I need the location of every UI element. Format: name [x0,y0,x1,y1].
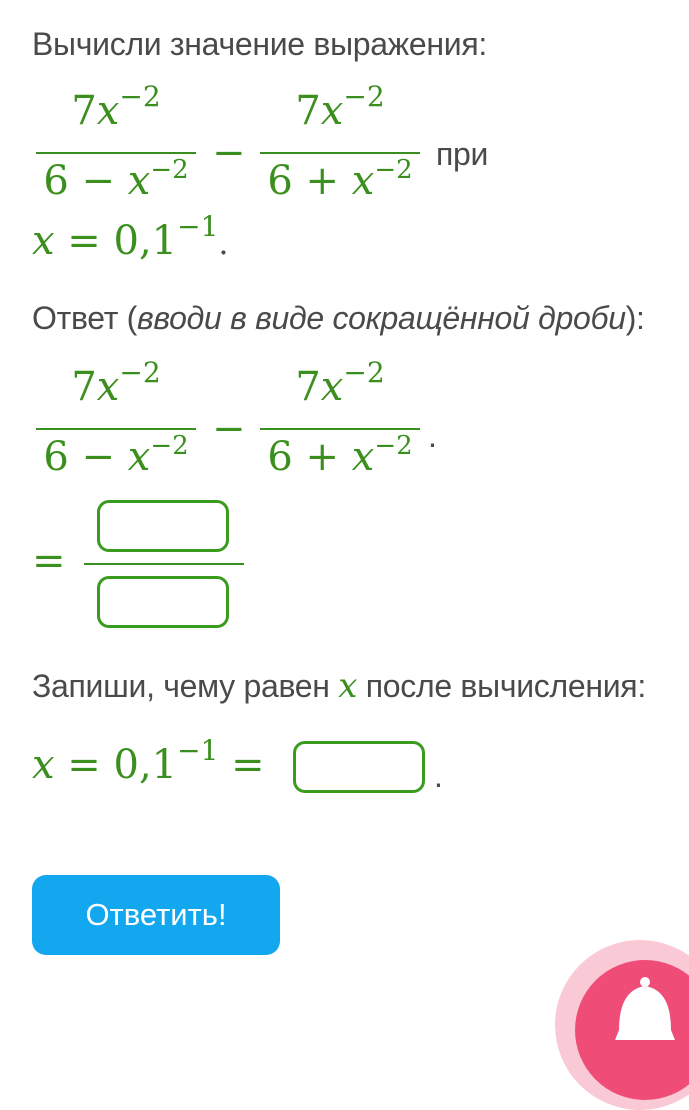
equals-sign: = [231,742,265,788]
period: . [434,758,443,794]
task-intro: Вычисли значение выражения: [32,26,487,62]
answer-prompt [32,300,645,337]
x-exp: −1 [177,210,219,243]
den-var: x [351,434,375,480]
x-exp: −1 [177,734,219,767]
fraction-bar [36,152,196,154]
den-lead: 6 [43,158,69,204]
num-var: x [96,88,120,134]
at-word: при [436,136,489,172]
num-coef: 7 [71,88,97,134]
den-lead: 6 [267,434,293,480]
x-definition [32,210,229,264]
equals-sign: = [67,742,101,788]
num-exp: −2 [119,356,161,389]
num-var: x [320,364,344,410]
den-exp: −2 [374,431,413,461]
fraction-bar [36,428,196,430]
submit-button[interactable]: Ответить! [32,875,280,955]
numerator-input[interactable] [97,500,229,552]
num-exp: −2 [343,80,385,113]
num-exp: −2 [343,356,385,389]
x-prompt [32,666,646,706]
num-exp: −2 [119,80,161,113]
minus-operator: − [212,406,246,452]
denominator-input[interactable] [97,576,229,628]
fraction-1 [36,356,196,484]
den-exp: −2 [150,155,189,185]
num-coef: 7 [295,88,321,134]
fraction-2-denominator [260,431,420,480]
fraction-1-numerator [36,80,196,134]
bell-icon [575,960,689,1100]
den-op: + [305,158,340,204]
x-equation [32,734,265,788]
fraction-2 [260,356,420,484]
x-prompt-pre: Запиши, чему равен [32,668,339,704]
equals-sign: = [67,218,101,264]
period: . [428,418,437,454]
period: . [218,224,229,262]
fraction-1-numerator [36,356,196,410]
den-var: x [127,434,151,480]
den-exp: −2 [150,431,189,461]
answer-fraction-bar [84,563,244,565]
x-var: x [32,218,55,264]
fraction-bar [260,428,420,430]
fraction-bar [260,152,420,154]
num-var: x [320,88,344,134]
minus-operator: − [212,130,246,176]
answer-label: Ответ ( [32,300,138,336]
den-var: x [351,158,375,204]
den-op: + [305,434,340,480]
equals-sign: = [32,538,66,584]
x-value-input[interactable] [293,741,425,793]
answer-hint: вводи в виде сокращённой дроби [137,300,626,336]
num-var: x [96,364,120,410]
fraction-2 [260,80,420,208]
fraction-2-numerator [260,80,420,134]
x-var: x [338,666,358,706]
x-prompt-post: после вычисления: [357,668,646,704]
num-coef: 7 [295,364,321,410]
x-base: 0,1 [113,218,178,264]
fraction-1-denominator [36,155,196,204]
fraction-2-numerator [260,356,420,410]
help-button[interactable] [575,960,689,1100]
den-op: − [81,158,116,204]
num-coef: 7 [71,364,97,410]
den-lead: 6 [43,434,69,480]
answer-label-end: ): [625,300,645,336]
den-var: x [127,158,151,204]
den-lead: 6 [267,158,293,204]
fraction-2-denominator [260,155,420,204]
x-var: x [32,742,55,788]
fraction-1 [36,80,196,208]
fraction-1-denominator [36,431,196,480]
den-exp: −2 [374,155,413,185]
x-base: 0,1 [113,742,178,788]
den-op: − [81,434,116,480]
